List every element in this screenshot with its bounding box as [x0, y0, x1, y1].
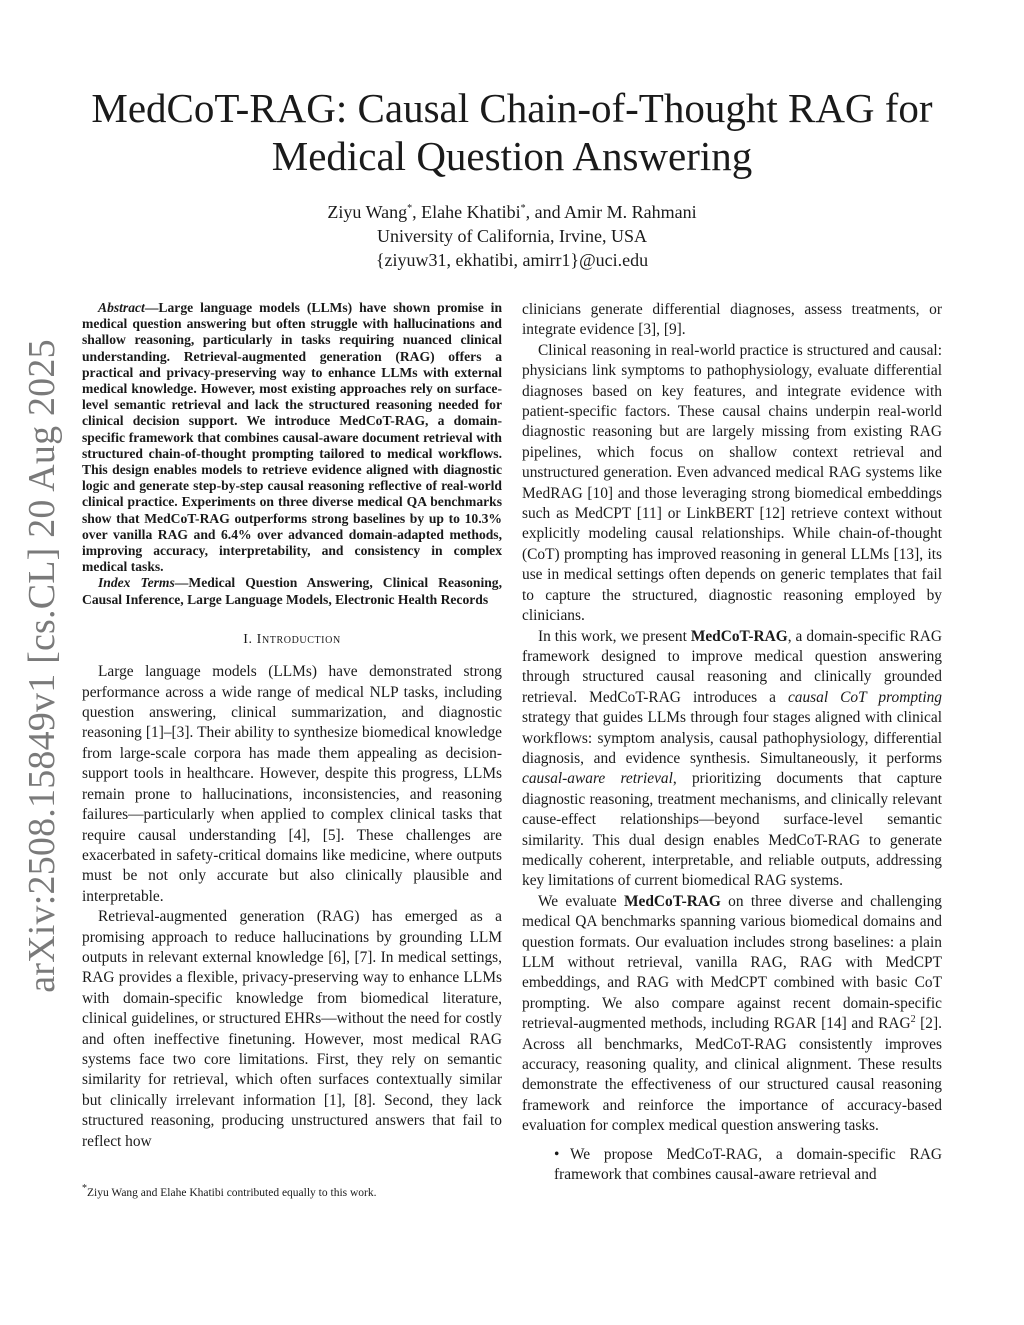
- author-name: Elahe Khatibi: [421, 202, 521, 222]
- author-block: [60, 200, 964, 272]
- bullet-text: We propose MedCoT-RAG, a domain-specific RAG framework that combines causal-aware retrieval and: [554, 1145, 942, 1184]
- footnote: [82, 1183, 502, 1200]
- author-name: Ziyu Wang: [327, 202, 408, 222]
- text-run: [2]. Across all benchmarks, MedCoT-RAG consistently improves accuracy, reasoning quality, and clinical alignment. These results demonstrate the effectiveness of our structured causal reasoning framework and reinforce the importance of accuracy-based evaluation for complex medical question answering tasks.: [522, 1015, 942, 1135]
- arxiv-identifier: arXiv:2508.15849v1 [cs.CL] 20 Aug 2025: [21, 339, 63, 993]
- body-paragraph: Clinical reasoning in real-world practice is structured and causal: physicians link symptoms to pathophysiology, evaluate differential diagnoses based on key features, and integrate evidence with patient-specific factors. These causal chains underpin real-world diagnostic reasoning but are largely missing from existing RAG pipelines, which focus on shallow context retrieval and unstructured generation. Even advanced medical RAG systems like MedRAG [10] and those leveraging strong biomedical embeddings such as MedCPT [11] or LinkBERT [12] retrieve context without explicitly modeling causal relationships. While chain-of-thought (CoT) prompting has improved reasoning in general LLMs [13], its use in medical settings often depends on generic templates that fail to capture the structured, diagnostic reasoning employed by clinicians.: [522, 341, 942, 625]
- index-terms-dash: —: [174, 575, 189, 591]
- abstract-label: Abstract: [98, 300, 145, 315]
- body-paragraph: clinicians generate differential diagnoses, assess treatments, or integrate evidence [3], [9].: [522, 301, 942, 339]
- method-name: MedCoT-RAG: [690, 627, 788, 645]
- abstract-dash: —: [144, 300, 159, 315]
- abstract-text: Large language models (LLMs) have shown promise in medical question answering but often struggle with hallucinations and shallow reasoning, particularly in tasks requiring nuanced clinical understanding. Retrieval-augmented generation (RAG) offers a practical and privacy-preserving way to enhance LLMs with external medical knowledge. However, most existing approaches rely on surface-level semantic retrieval and lack the structured reasoning needed for clinical decision support. We introduce MedCoT-RAG, a domain-specific framework that combines causal-aware document retrieval with structured chain-of-thought prompting tailored to medical workflows. This design enables models to retrieve evidence aligned with diagnostic logic and generate step-by-step causal reasoning reflective of real-world clinical practice. Experiments on three diverse medical QA benchmarks show that MedCoT-RAG outperforms strong baselines by up to 10.3% over vanilla RAG and 6.4% over advanced domain-adapted methods, improving accuracy, interpretability, and consistency in complex medical tasks.: [82, 300, 502, 575]
- intro-paragraph: Retrieval-augmented generation (RAG) has emerged as a promising approach to reduce hallucinations by grounding LLM outputs in relevant external knowledge [6], [7]. In medical settings, RAG provides a flexible, privacy-preserving way to enhance LLMs with domain-specific knowledge from biomedical literature, clinical guidelines, or structured EHRs—without the need for costly and often ineffective finetuning. However, most medical RAG systems face two core limitations. First, they rely on semantic similarity for retrieval, which often surfaces contextually similar but clinically irrelevant information [1], [8]. Second, they lack structured reasoning, producing unstructured answers that fail to reflect how: [82, 908, 502, 1150]
- author-name: Amir M. Rahmani: [564, 202, 697, 222]
- text-run: strategy that guides LLMs through four stages aligned with clinical workflows: symptom analysis, causal pathophysiology, differential diagnosis, and evidence synthesis. Simultaneously, it performs: [522, 709, 942, 767]
- method-name: MedCoT-RAG: [623, 892, 721, 910]
- contribution-bullet: [522, 1145, 942, 1186]
- text-run: , prioritizing documents that capture diagnostic reasoning, treatment mechanisms, and clinically relevant cause-effect relationships—beyond surface-level semantic similarity. This dual design enables MedCoT-RAG to generate medically coherent, interpretable, and reliable outputs, addressing key limitations of current biomedical RAG systems.: [522, 770, 942, 890]
- title-line-2: Medical Question Answering: [271, 133, 753, 179]
- bullet-icon: •: [554, 1145, 560, 1163]
- index-terms-text: Medical Question Answering, Clinical Reasoning, Causal Inference, Large Language Models, Electronic Health Records: [82, 575, 502, 607]
- section-heading-introduction: I. Introduction: [243, 631, 341, 647]
- left-column: [82, 300, 502, 1152]
- right-column: [522, 300, 942, 1185]
- equal-contribution-mark: *: [520, 203, 526, 214]
- equal-contribution-mark: *: [407, 203, 413, 214]
- text-run: on three diverse and challenging medical QA benchmarks spanning various biomedical domains and question formats. Our evaluation includes strong baselines: a plain LLM without retrieval, vanilla RAG, RAG with MedCPT embeddings, and RAG with MedCPT combined with basic CoT prompting. We also compare against recent domain-specific retrieval-augmented methods, including RGAR [14] and RAG: [522, 892, 942, 1033]
- emphasis: causal-aware retrieval: [522, 770, 673, 788]
- superscript: 2: [910, 1014, 916, 1026]
- author-emails: {ziyuw31, ekhatibi, amirr1}@uci.edu: [375, 250, 649, 270]
- footnote-mark: *: [82, 1183, 87, 1195]
- text-run: In this work, we present: [538, 627, 691, 645]
- abstract: [82, 300, 502, 575]
- author-separator: , and: [525, 202, 565, 222]
- index-terms: [82, 575, 502, 607]
- emphasis: causal CoT prompting: [787, 688, 942, 706]
- body-paragraph: [522, 892, 942, 1137]
- paper-title: [60, 84, 964, 180]
- affiliation: University of California, Irvine, USA: [377, 226, 647, 246]
- index-terms-label: Index Terms: [98, 575, 175, 591]
- title-line-1: MedCoT-RAG: Causal Chain-of-Thought RAG for: [91, 85, 933, 131]
- body-paragraph: [522, 627, 942, 892]
- text-run: , a domain-specific RAG framework designed to improve medical question answering through structured causal reasoning and clinically grounded retrieval. MedCoT-RAG introduces a: [522, 627, 942, 706]
- intro-paragraph: Large language models (LLMs) have demonstrated strong performance across a wide range of medical NLP tasks, including question answering, clinical summarization, and diagnostic reasoning [1]–[3]. Their ability to synthesize biomedical knowledge from large-scale corpora has made them appealing as decision-support tools in healthcare. However, despite this progress, LLMs remain prone to hallucinations, inconsistencies, and reasoning failures—particularly when applied to complex clinical tasks that require causal understanding [4], [5]. These challenges are exacerbated in safety-critical domains like medicine, where outputs must be not only accurate but also clinically plausible and interpretable.: [82, 663, 502, 905]
- text-run: We evaluate: [538, 892, 624, 910]
- author-list: [60, 200, 964, 224]
- footnote-text: Ziyu Wang and Elahe Khatibi contributed equally to this work.: [87, 1187, 377, 1199]
- author-separator: ,: [412, 202, 422, 222]
